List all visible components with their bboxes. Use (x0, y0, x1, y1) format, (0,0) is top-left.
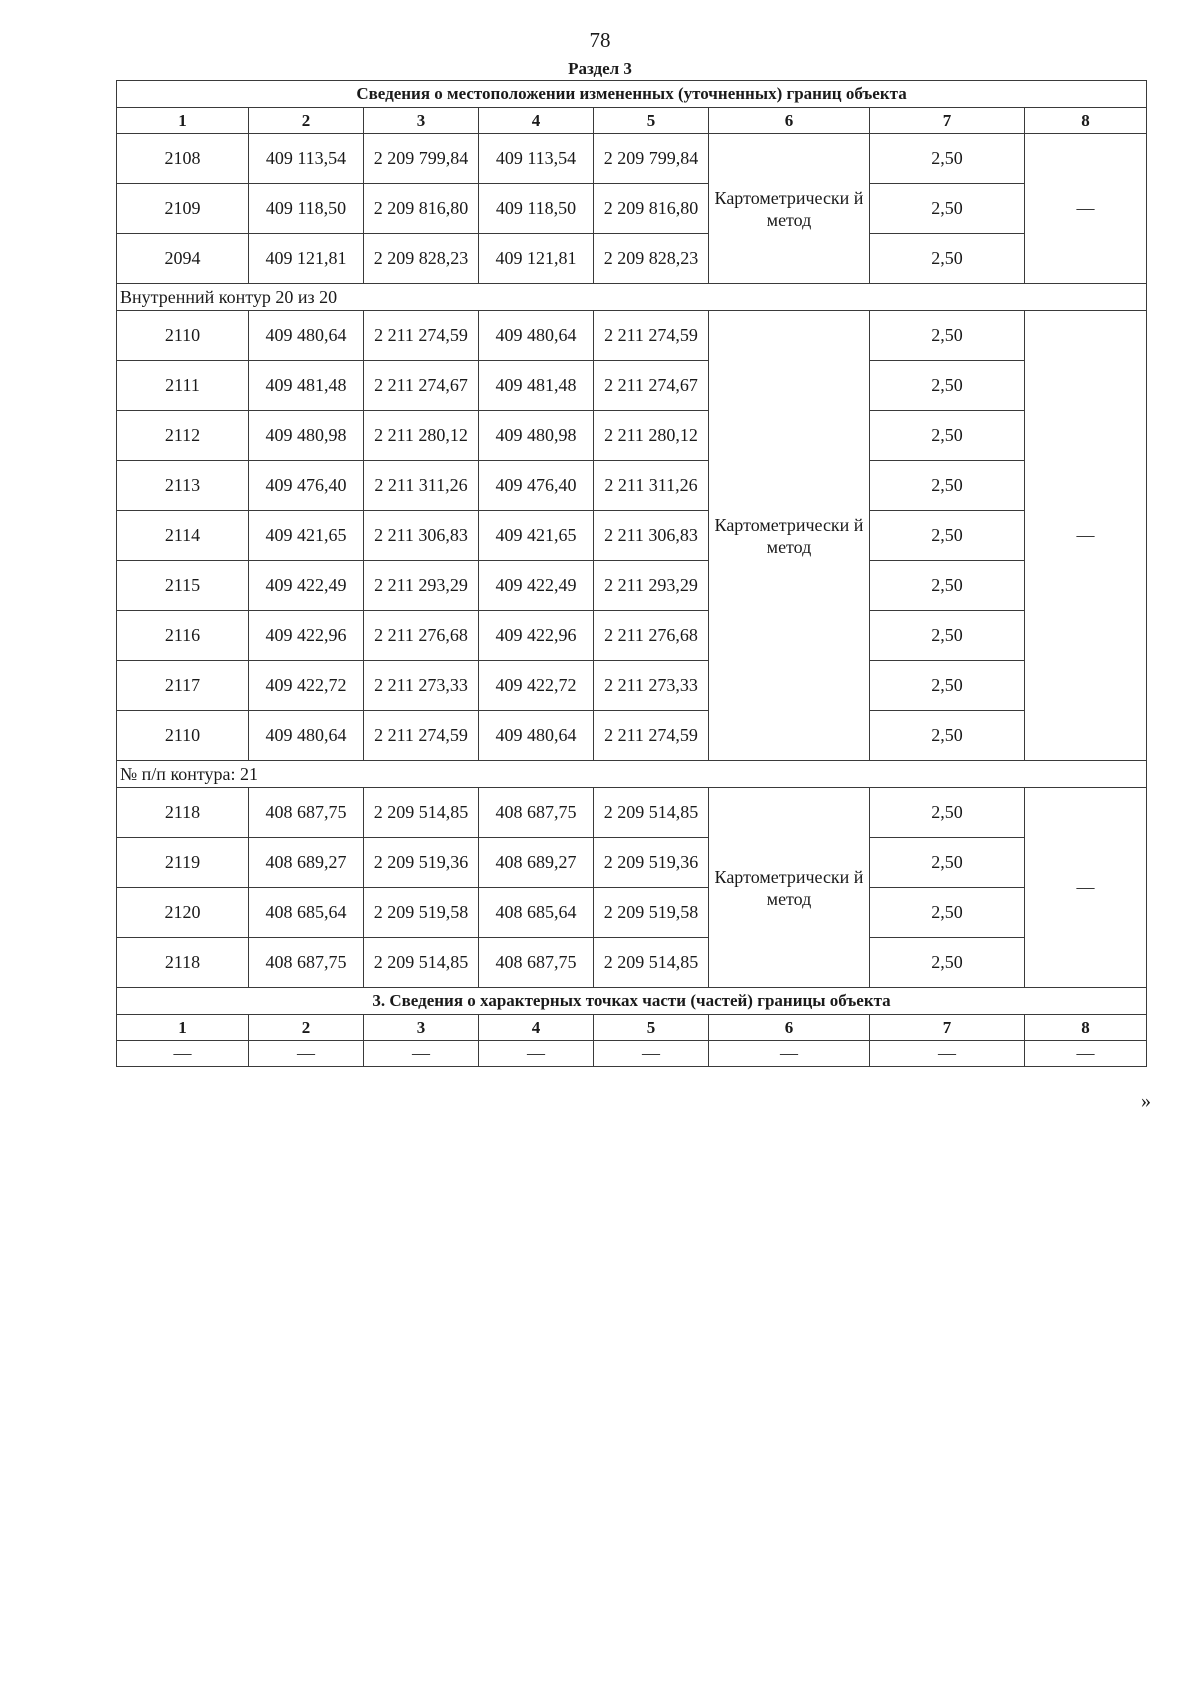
y-existing-cell: 2 211 306,83 (364, 511, 479, 561)
x-existing-cell: 409 421,65 (249, 511, 364, 561)
column-number: 4 (479, 108, 594, 134)
y-updated-cell: 2 211 306,83 (594, 511, 709, 561)
table-row (117, 234, 1147, 284)
x-updated-cell: 408 687,75 (479, 938, 594, 988)
point-number-cell: 2110 (117, 711, 249, 761)
x-updated-cell: 408 685,64 (479, 888, 594, 938)
y-updated-cell: 2 211 311,26 (594, 461, 709, 511)
table-row (117, 938, 1147, 988)
point-number-cell: 2115 (117, 561, 249, 611)
page-number: 78 (589, 28, 611, 52)
part-column-number: 2 (249, 1015, 364, 1041)
y-existing-cell: 2 211 280,12 (364, 411, 479, 461)
contour-label-row (117, 761, 1147, 788)
x-updated-cell: 409 480,98 (479, 411, 594, 461)
table-row (117, 361, 1147, 411)
part-title-row (117, 988, 1147, 1015)
table-body (117, 81, 1147, 1067)
point-number-cell: 2118 (117, 938, 249, 988)
accuracy-cell: 2,50 (870, 938, 1025, 988)
y-updated-cell: 2 209 799,84 (594, 134, 709, 184)
part-column-number: 5 (594, 1015, 709, 1041)
part-empty-cell: — (249, 1041, 364, 1067)
table-title-row (117, 81, 1147, 108)
point-number-cell: 2116 (117, 611, 249, 661)
y-existing-cell: 2 211 273,33 (364, 661, 479, 711)
point-number-cell: 2110 (117, 311, 249, 361)
part-empty-cell: — (709, 1041, 870, 1067)
part-empty-cell: — (1025, 1041, 1147, 1067)
y-updated-cell: 2 209 514,85 (594, 938, 709, 988)
part-column-number: 1 (117, 1015, 249, 1041)
column-number: 2 (249, 108, 364, 134)
boundary-table (116, 80, 1147, 1067)
x-existing-cell: 409 480,64 (249, 311, 364, 361)
x-updated-cell: 409 421,65 (479, 511, 594, 561)
y-existing-cell: 2 209 519,58 (364, 888, 479, 938)
x-updated-cell: 409 422,49 (479, 561, 594, 611)
y-updated-cell: 2 209 514,85 (594, 788, 709, 838)
accuracy-cell: 2,50 (870, 611, 1025, 661)
x-updated-cell: 408 687,75 (479, 788, 594, 838)
point-number-cell: 2109 (117, 184, 249, 234)
point-number-cell: 2108 (117, 134, 249, 184)
y-existing-cell: 2 209 816,80 (364, 184, 479, 234)
x-existing-cell: 409 121,81 (249, 234, 364, 284)
accuracy-cell: 2,50 (870, 184, 1025, 234)
y-existing-cell: 2 211 274,59 (364, 311, 479, 361)
part-empty-cell: — (117, 1041, 249, 1067)
contour-label: Внутренний контур 20 из 20 (117, 284, 1147, 311)
description-cell: — (1025, 788, 1147, 988)
x-existing-cell: 408 685,64 (249, 888, 364, 938)
accuracy-cell: 2,50 (870, 661, 1025, 711)
part-empty-cell: — (479, 1041, 594, 1067)
accuracy-cell: 2,50 (870, 888, 1025, 938)
y-existing-cell: 2 211 311,26 (364, 461, 479, 511)
part-empty-cell: — (364, 1041, 479, 1067)
part-column-number: 4 (479, 1015, 594, 1041)
table-row (117, 788, 1147, 838)
point-number-cell: 2120 (117, 888, 249, 938)
table-row (117, 611, 1147, 661)
part-column-number: 6 (709, 1015, 870, 1041)
x-existing-cell: 408 689,27 (249, 838, 364, 888)
table-row (117, 184, 1147, 234)
table-title: Сведения о местоположении измененных (уточненных) границ объекта (117, 81, 1147, 108)
x-existing-cell: 408 687,75 (249, 938, 364, 988)
column-number: 8 (1025, 108, 1147, 134)
point-number-cell: 2117 (117, 661, 249, 711)
x-existing-cell: 409 113,54 (249, 134, 364, 184)
accuracy-cell: 2,50 (870, 361, 1025, 411)
x-existing-cell: 409 118,50 (249, 184, 364, 234)
y-existing-cell: 2 211 274,67 (364, 361, 479, 411)
table-row (117, 711, 1147, 761)
contour-label: № п/п контура: 21 (117, 761, 1147, 788)
method-cell: Картометрически й метод (709, 311, 870, 761)
section-label: Раздел 3 (568, 59, 632, 78)
table-row (117, 661, 1147, 711)
part-title: 3. Сведения о характерных точках части (частей) границы объекта (117, 988, 1147, 1015)
y-updated-cell: 2 211 274,59 (594, 711, 709, 761)
table-row (117, 411, 1147, 461)
table-row (117, 838, 1147, 888)
column-number-row (117, 108, 1147, 134)
point-number-cell: 2111 (117, 361, 249, 411)
x-updated-cell: 409 481,48 (479, 361, 594, 411)
method-cell: Картометрически й метод (709, 134, 870, 284)
contour-label-row (117, 284, 1147, 311)
y-updated-cell: 2 211 274,67 (594, 361, 709, 411)
x-updated-cell: 409 113,54 (479, 134, 594, 184)
x-existing-cell: 409 476,40 (249, 461, 364, 511)
y-updated-cell: 2 211 293,29 (594, 561, 709, 611)
point-number-cell: 2112 (117, 411, 249, 461)
part-column-number: 8 (1025, 1015, 1147, 1041)
y-existing-cell: 2 211 293,29 (364, 561, 479, 611)
point-number-cell: 2118 (117, 788, 249, 838)
x-existing-cell: 409 481,48 (249, 361, 364, 411)
closing-quote: » (1141, 1090, 1151, 1112)
y-updated-cell: 2 209 828,23 (594, 234, 709, 284)
x-updated-cell: 409 476,40 (479, 461, 594, 511)
y-updated-cell: 2 211 274,59 (594, 311, 709, 361)
y-existing-cell: 2 209 514,85 (364, 788, 479, 838)
x-existing-cell: 409 480,64 (249, 711, 364, 761)
part-empty-row (117, 1041, 1147, 1067)
column-number: 7 (870, 108, 1025, 134)
accuracy-cell: 2,50 (870, 711, 1025, 761)
point-number-cell: 2119 (117, 838, 249, 888)
y-updated-cell: 2 211 280,12 (594, 411, 709, 461)
method-cell: Картометрически й метод (709, 788, 870, 988)
accuracy-cell: 2,50 (870, 461, 1025, 511)
accuracy-cell: 2,50 (870, 134, 1025, 184)
accuracy-cell: 2,50 (870, 561, 1025, 611)
x-updated-cell: 409 118,50 (479, 184, 594, 234)
accuracy-cell: 2,50 (870, 311, 1025, 361)
y-existing-cell: 2 209 519,36 (364, 838, 479, 888)
x-existing-cell: 409 422,96 (249, 611, 364, 661)
description-cell: — (1025, 311, 1147, 761)
part-empty-cell: — (870, 1041, 1025, 1067)
x-existing-cell: 408 687,75 (249, 788, 364, 838)
accuracy-cell: 2,50 (870, 411, 1025, 461)
accuracy-cell: 2,50 (870, 511, 1025, 561)
x-updated-cell: 409 422,96 (479, 611, 594, 661)
accuracy-cell: 2,50 (870, 788, 1025, 838)
y-updated-cell: 2 209 816,80 (594, 184, 709, 234)
point-number-cell: 2094 (117, 234, 249, 284)
y-existing-cell: 2 209 799,84 (364, 134, 479, 184)
y-existing-cell: 2 209 514,85 (364, 938, 479, 988)
point-number-cell: 2114 (117, 511, 249, 561)
y-updated-cell: 2 209 519,36 (594, 838, 709, 888)
part-column-number: 3 (364, 1015, 479, 1041)
table-row (117, 561, 1147, 611)
table-row (117, 311, 1147, 361)
y-existing-cell: 2 209 828,23 (364, 234, 479, 284)
x-existing-cell: 409 480,98 (249, 411, 364, 461)
x-updated-cell: 409 121,81 (479, 234, 594, 284)
part-empty-cell: — (594, 1041, 709, 1067)
column-number: 6 (709, 108, 870, 134)
x-updated-cell: 409 480,64 (479, 311, 594, 361)
x-existing-cell: 409 422,49 (249, 561, 364, 611)
x-updated-cell: 409 480,64 (479, 711, 594, 761)
part-column-number: 7 (870, 1015, 1025, 1041)
column-number: 5 (594, 108, 709, 134)
x-updated-cell: 409 422,72 (479, 661, 594, 711)
table-row (117, 888, 1147, 938)
table-row (117, 134, 1147, 184)
accuracy-cell: 2,50 (870, 234, 1025, 284)
y-existing-cell: 2 211 274,59 (364, 711, 479, 761)
description-cell: — (1025, 134, 1147, 284)
x-updated-cell: 408 689,27 (479, 838, 594, 888)
y-updated-cell: 2 211 276,68 (594, 611, 709, 661)
y-updated-cell: 2 211 273,33 (594, 661, 709, 711)
column-number: 1 (117, 108, 249, 134)
x-existing-cell: 409 422,72 (249, 661, 364, 711)
accuracy-cell: 2,50 (870, 838, 1025, 888)
point-number-cell: 2113 (117, 461, 249, 511)
y-existing-cell: 2 211 276,68 (364, 611, 479, 661)
table-row (117, 511, 1147, 561)
y-updated-cell: 2 209 519,58 (594, 888, 709, 938)
part-column-number-row (117, 1015, 1147, 1041)
column-number: 3 (364, 108, 479, 134)
table-row (117, 461, 1147, 511)
